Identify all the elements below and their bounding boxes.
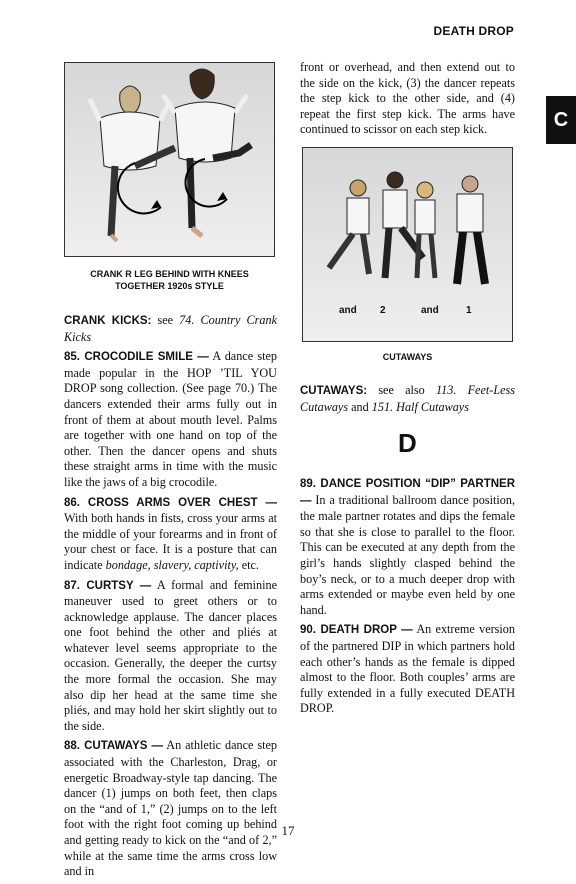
- entry-heading: 85. CROCODILE SMILE —: [64, 351, 209, 364]
- figure-cutaways-photo: [302, 147, 513, 342]
- entry-text: 74. Country Crank Kicks: [64, 313, 278, 344]
- cutaways-xref-head: CUTAWAYS:: [300, 385, 368, 397]
- entry-paragraph: [300, 476, 515, 618]
- entry-paragraph: [300, 622, 515, 717]
- entry-heading: 87. CURTSY —: [64, 579, 152, 592]
- entry-text: etc.: [238, 557, 259, 572]
- cutaways-cross-reference: [300, 383, 515, 415]
- figure-cutaways-illustration: [303, 148, 513, 318]
- entry-paragraph: [64, 495, 277, 574]
- entry-paragraph: [64, 738, 277, 879]
- entry-text: see: [151, 313, 180, 327]
- entry-text: With both hands in fists, cross your arms at the middle of your forearms and in front of your chest or face. It is a posture that can indicate: [64, 511, 277, 572]
- entry-heading: CRANK KICKS:: [64, 315, 152, 327]
- entry-heading: 90. DEATH DROP —: [300, 624, 413, 637]
- entry-paragraph: [64, 349, 277, 490]
- figure-cutaways-caption: CUTAWAYS: [382, 352, 433, 362]
- page-number: 17: [281, 823, 295, 838]
- entry-text: In a traditional ballroom dance position, the male partner rotates and dips the female so that she is close to parallel to the floor. This can be executed at any depth from the girl’s hands slightly clasped behind the boy’s neck, or to a much deeper drop with arms extended or maybe even held by one hand.: [300, 492, 515, 617]
- cutaways-xref-p1: see also: [367, 383, 436, 397]
- entry-text: An athletic dance step associated with the Charleston, Drag, or energetic Broadway-style tap dancing. The dancer (1) jumps on both feet, then claps on the “and of 1,” (2) jumps on to the left foot with the right foot coming up behind and getting ready to kick on the “and of 2,” while at the same time the arms cross low and in: [64, 738, 277, 879]
- step-label-and-1: and: [339, 305, 357, 316]
- entry-paragraph: [64, 313, 277, 345]
- entry-text: A dance step made popular in the HOP ’TIL YOU DROP song collection. (See page 70.) The dancers extended their arms fully out in front of them at about mouth level. Palms are together with one hand on top of the other. Then the dancer opens and shuts these straight arms in time with the music like the jaws of a big crocodile.: [64, 349, 277, 489]
- section-thumb-tab: C: [546, 96, 576, 144]
- cutaways-continued-text: front or overhead, and then extend out to the side on the kick, (3) the dancer repeats the step kick to the other side, and (4) repeat the first step kick. The arms have continued to scissor on each step kick.: [300, 60, 515, 137]
- right-column: [300, 476, 515, 721]
- cutaways-xref-p3: and: [348, 399, 372, 414]
- figure-crank-photo: [64, 62, 275, 257]
- entry-heading: 86. CROSS ARMS OVER CHEST —: [64, 496, 277, 509]
- cutaways-xref-p2: 113. Feet-Less Cutaways: [300, 383, 515, 414]
- cutaways-xref-p4: 151. Half Cutaways: [371, 399, 469, 414]
- entry-heading: 89. DANCE POSITION “DIP” PARTNER —: [300, 478, 515, 507]
- figure-crank-illustration: [65, 63, 275, 257]
- figure-crank-caption-line2: TOGETHER 1920s STYLE: [115, 281, 224, 291]
- figure-crank-caption-line1: CRANK R LEG BEHIND WITH KNEES: [90, 269, 249, 279]
- entry-heading: 88. CUTAWAYS —: [64, 740, 163, 753]
- running-head: DEATH DROP: [433, 24, 514, 38]
- section-letter-d: D: [398, 428, 417, 458]
- figure-crank-caption: [64, 268, 275, 292]
- step-label-and-2: and: [421, 305, 439, 316]
- entry-paragraph: [64, 578, 277, 735]
- step-label-1: 1: [466, 305, 472, 316]
- entry-text: bondage, slavery, captivity,: [105, 557, 239, 572]
- step-label-2: 2: [380, 305, 386, 316]
- left-column: [64, 313, 277, 884]
- entry-text: An extreme version of the partnered DIP in which partners hold each other’s hands as the female is dipped almost to the floor. Both couples’ arms are fully extended in a fully executed DEATH DROP.: [300, 622, 515, 716]
- entry-text: A formal and feminine maneuver used to greet others or to acknowledge applause. The dancer places one foot behind the other and pliés at whatever level seems appropriate to the occasion. Generally, the deeper the curtsy the more formal the occasion. She may also dip her head at the same time she pliés, and may hold her skirt slightly out to the side.: [64, 577, 278, 733]
